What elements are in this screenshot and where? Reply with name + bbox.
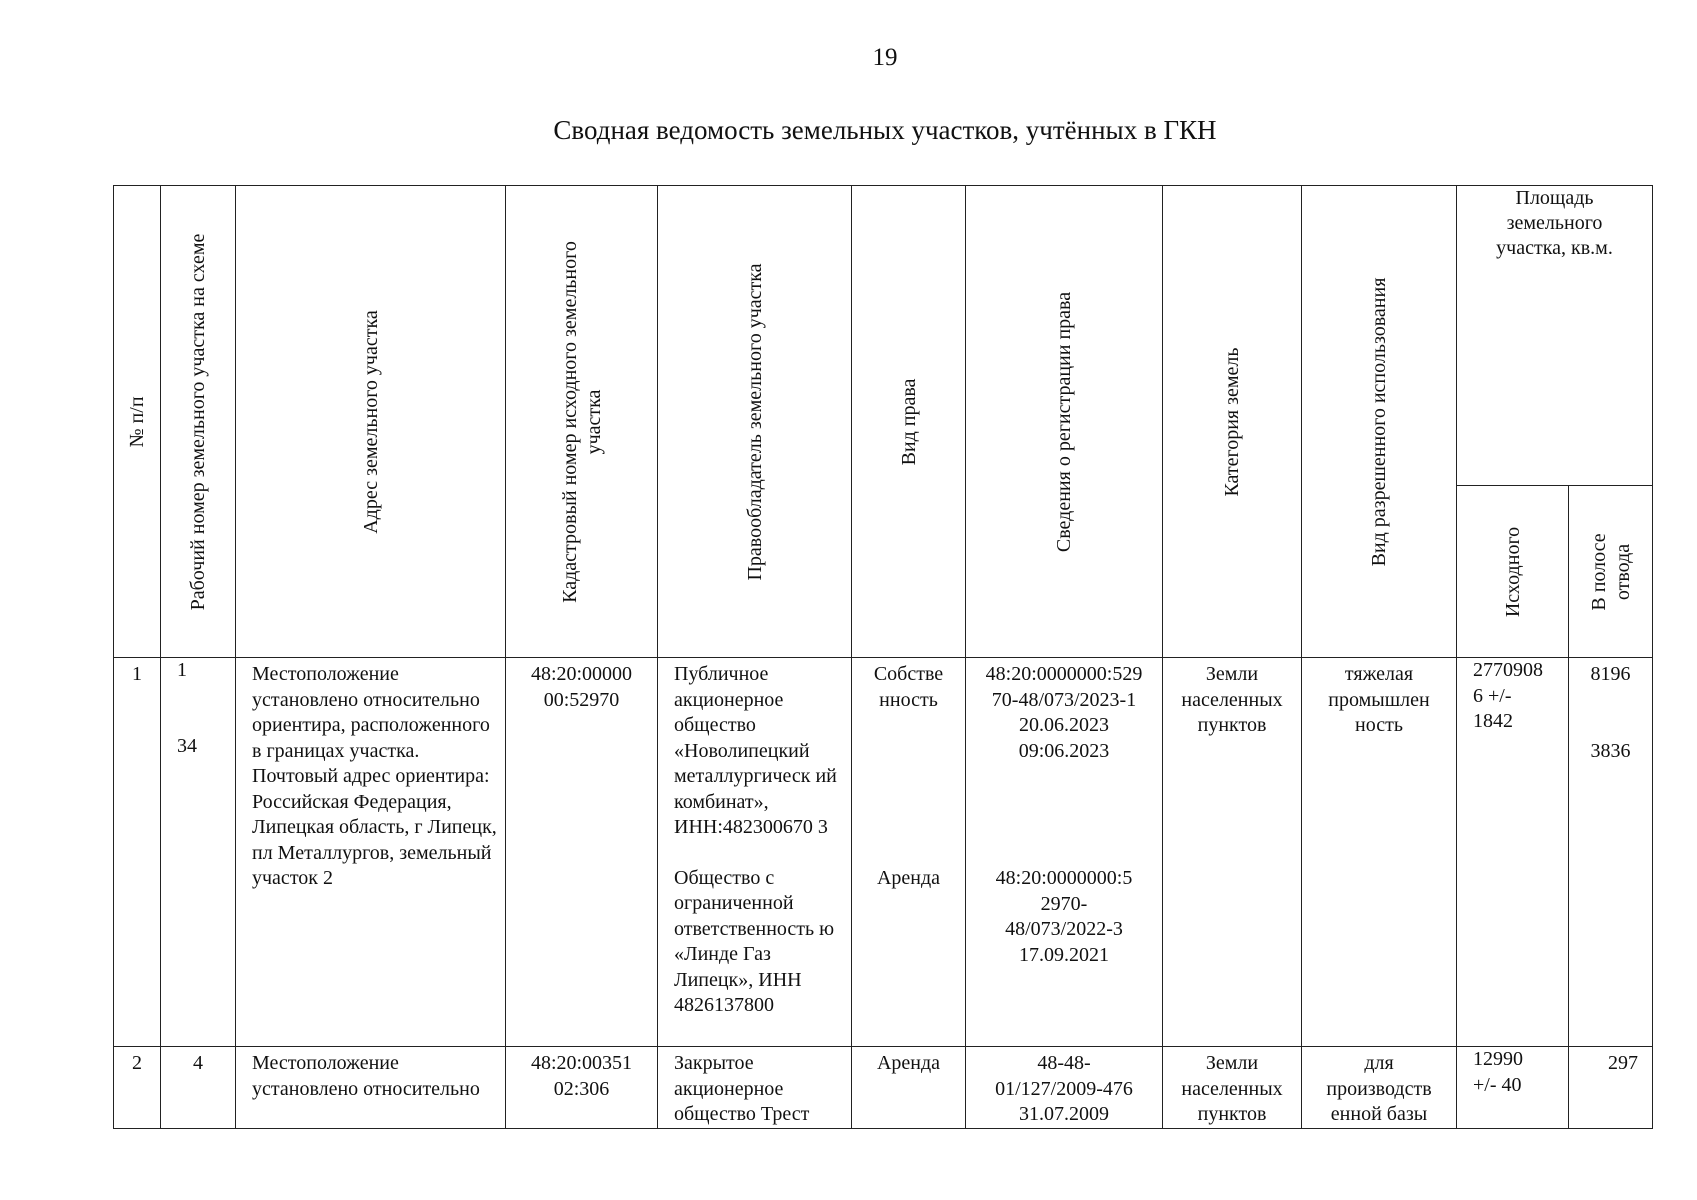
area-strip-value: 3836 bbox=[1590, 739, 1631, 762]
table-row bbox=[114, 658, 1653, 1047]
header-area-line: участка, кв.м. bbox=[1496, 237, 1613, 259]
right-type-line: нность bbox=[879, 688, 938, 711]
cell-area-strip: 297 bbox=[1569, 1047, 1653, 1129]
land-plots-table bbox=[113, 185, 1653, 1129]
table-row bbox=[114, 1047, 1653, 1129]
category-line: населенных bbox=[1181, 1077, 1283, 1100]
cell-usage bbox=[1302, 1047, 1457, 1129]
cell-area-strip bbox=[1569, 658, 1653, 1047]
cadastral-line: 48:20:00000 bbox=[530, 663, 633, 685]
area-strip-value: 8196 bbox=[1590, 663, 1631, 685]
header-registration bbox=[966, 186, 1163, 658]
cell-work-number: 4 bbox=[161, 1047, 236, 1129]
cell-cadastral-number bbox=[506, 1047, 658, 1129]
cell-registration bbox=[966, 1047, 1163, 1129]
category-line: населенных bbox=[1181, 688, 1283, 711]
registration-line: 09:06.2023 bbox=[1018, 739, 1110, 762]
header-area-line: Площадь bbox=[1515, 187, 1594, 209]
header-category-label: Категория земель bbox=[1221, 346, 1243, 497]
header-registration-label: Сведения о регистрации права bbox=[1053, 291, 1075, 552]
header-area-strip-line: отвода bbox=[1611, 543, 1634, 600]
category-line: Земли bbox=[1205, 1052, 1259, 1074]
area-original-line: +/- 40 bbox=[1473, 1073, 1522, 1096]
cell-num: 1 bbox=[114, 658, 161, 1047]
usage-line: производств bbox=[1326, 1077, 1432, 1100]
usage-line: енной базы bbox=[1330, 1103, 1428, 1125]
usage-line: ность bbox=[1355, 714, 1403, 736]
header-area bbox=[1457, 186, 1653, 486]
registration-line: 01/127/2009-476 bbox=[995, 1077, 1133, 1100]
area-original-line: 6 +/- bbox=[1473, 684, 1512, 707]
header-right-type-label: Вид права bbox=[897, 378, 920, 465]
header-area-original bbox=[1457, 486, 1569, 658]
registration-line: 48:20:0000000:5 bbox=[995, 867, 1133, 889]
header-category bbox=[1163, 186, 1302, 658]
header-cadastral-line: Кадастровый номер исходного земельного bbox=[558, 240, 581, 603]
cell-category bbox=[1163, 1047, 1302, 1129]
header-num-label: № п/п bbox=[126, 395, 148, 448]
cell-owner bbox=[658, 658, 852, 1047]
header-area-strip-line: В полосе bbox=[1587, 532, 1610, 611]
header-owner-label: Правообладатель земельного участка bbox=[743, 262, 766, 581]
usage-line: для bbox=[1364, 1052, 1394, 1074]
usage-line: тяжелая bbox=[1344, 663, 1414, 685]
header-usage bbox=[1302, 186, 1457, 658]
cell-address: Местоположение установлено относительно ориентира, расположенного в границах участка. Почтовый адрес ориентира: Российская Федерация, Липецкая область, г Липецк, пл Металлургов, земельный участок 2 bbox=[236, 658, 506, 1047]
cell-address: Местоположение установлено относительно bbox=[236, 1047, 506, 1129]
cell-cadastral-number bbox=[506, 658, 658, 1047]
cadastral-line: 48:20:00351 bbox=[530, 1052, 633, 1074]
area-original-line: 12990 bbox=[1473, 1048, 1523, 1070]
work-number-b: 34 bbox=[177, 734, 197, 757]
header-area-strip bbox=[1569, 486, 1653, 658]
owner-secondary: Общество с ограниченной ответственность ю «Линде Газ Липецк», ИНН 4826137800 bbox=[674, 866, 835, 1016]
work-number-a: 1 bbox=[177, 659, 187, 681]
page-number: 19 bbox=[872, 44, 898, 71]
registration-line: 17.09.2021 bbox=[1019, 943, 1109, 966]
header-area-strip-label bbox=[1587, 533, 1635, 610]
header-address-label: Адрес земельного участка bbox=[359, 309, 382, 534]
header-right-type bbox=[852, 186, 966, 658]
category-line: пунктов bbox=[1197, 1103, 1267, 1125]
registration-line: 48:20:0000000:529 bbox=[985, 663, 1143, 685]
cell-work-number bbox=[161, 658, 236, 1047]
registration-line: 2970- bbox=[1040, 892, 1088, 915]
header-work-number bbox=[161, 186, 236, 658]
cell-area-original bbox=[1457, 658, 1569, 1047]
cell-usage bbox=[1302, 658, 1457, 1047]
registration-line: 20.06.2023 bbox=[1019, 714, 1109, 736]
header-cadastral-number bbox=[506, 186, 658, 658]
cell-registration bbox=[966, 658, 1163, 1047]
header-work-number-label: Рабочий номер земельного участка на схеме bbox=[187, 233, 209, 610]
area-original-line: 2770908 bbox=[1473, 659, 1543, 681]
cell-owner: Закрытое акционерное общество Трест bbox=[658, 1047, 852, 1129]
cadastral-line: 00:52970 bbox=[543, 688, 620, 711]
cadastral-line: 02:306 bbox=[553, 1077, 610, 1100]
cell-num: 2 bbox=[114, 1047, 161, 1129]
header-address bbox=[236, 186, 506, 658]
header-cadastral-number-label bbox=[558, 241, 606, 603]
document-title: Сводная ведомость земельных участков, учтённых в ГКН bbox=[553, 115, 1217, 145]
cell-area-original bbox=[1457, 1047, 1569, 1129]
cell-category bbox=[1163, 658, 1302, 1047]
registration-line: 48/073/2022-3 bbox=[1005, 918, 1123, 940]
owner-primary: Публичное акционерное общество «Новолипецкий металлургическ ий комбинат», ИНН:482300670 3 bbox=[674, 663, 837, 838]
cell-right-type: Аренда bbox=[852, 1047, 966, 1129]
right-type-line: Собстве bbox=[873, 663, 944, 685]
right-type-secondary: Аренда bbox=[876, 867, 941, 889]
header-num bbox=[114, 186, 161, 658]
category-line: Земли bbox=[1205, 663, 1259, 685]
category-line: пунктов bbox=[1197, 714, 1267, 736]
cell-right-type bbox=[852, 658, 966, 1047]
header-owner bbox=[658, 186, 852, 658]
usage-line: промышлен bbox=[1328, 688, 1430, 711]
header-area-original-label: Исходного bbox=[1501, 526, 1524, 617]
registration-line: 31.07.2009 bbox=[1019, 1103, 1109, 1125]
header-area-line: земельного bbox=[1506, 212, 1603, 234]
header-cadastral-line: участка bbox=[582, 389, 605, 454]
area-original-line: 1842 bbox=[1473, 710, 1513, 732]
registration-line: 70-48/073/2023-1 bbox=[991, 688, 1137, 711]
header-usage-label: Вид разрешенного использования bbox=[1368, 277, 1390, 566]
registration-line: 48-48- bbox=[1037, 1052, 1091, 1074]
